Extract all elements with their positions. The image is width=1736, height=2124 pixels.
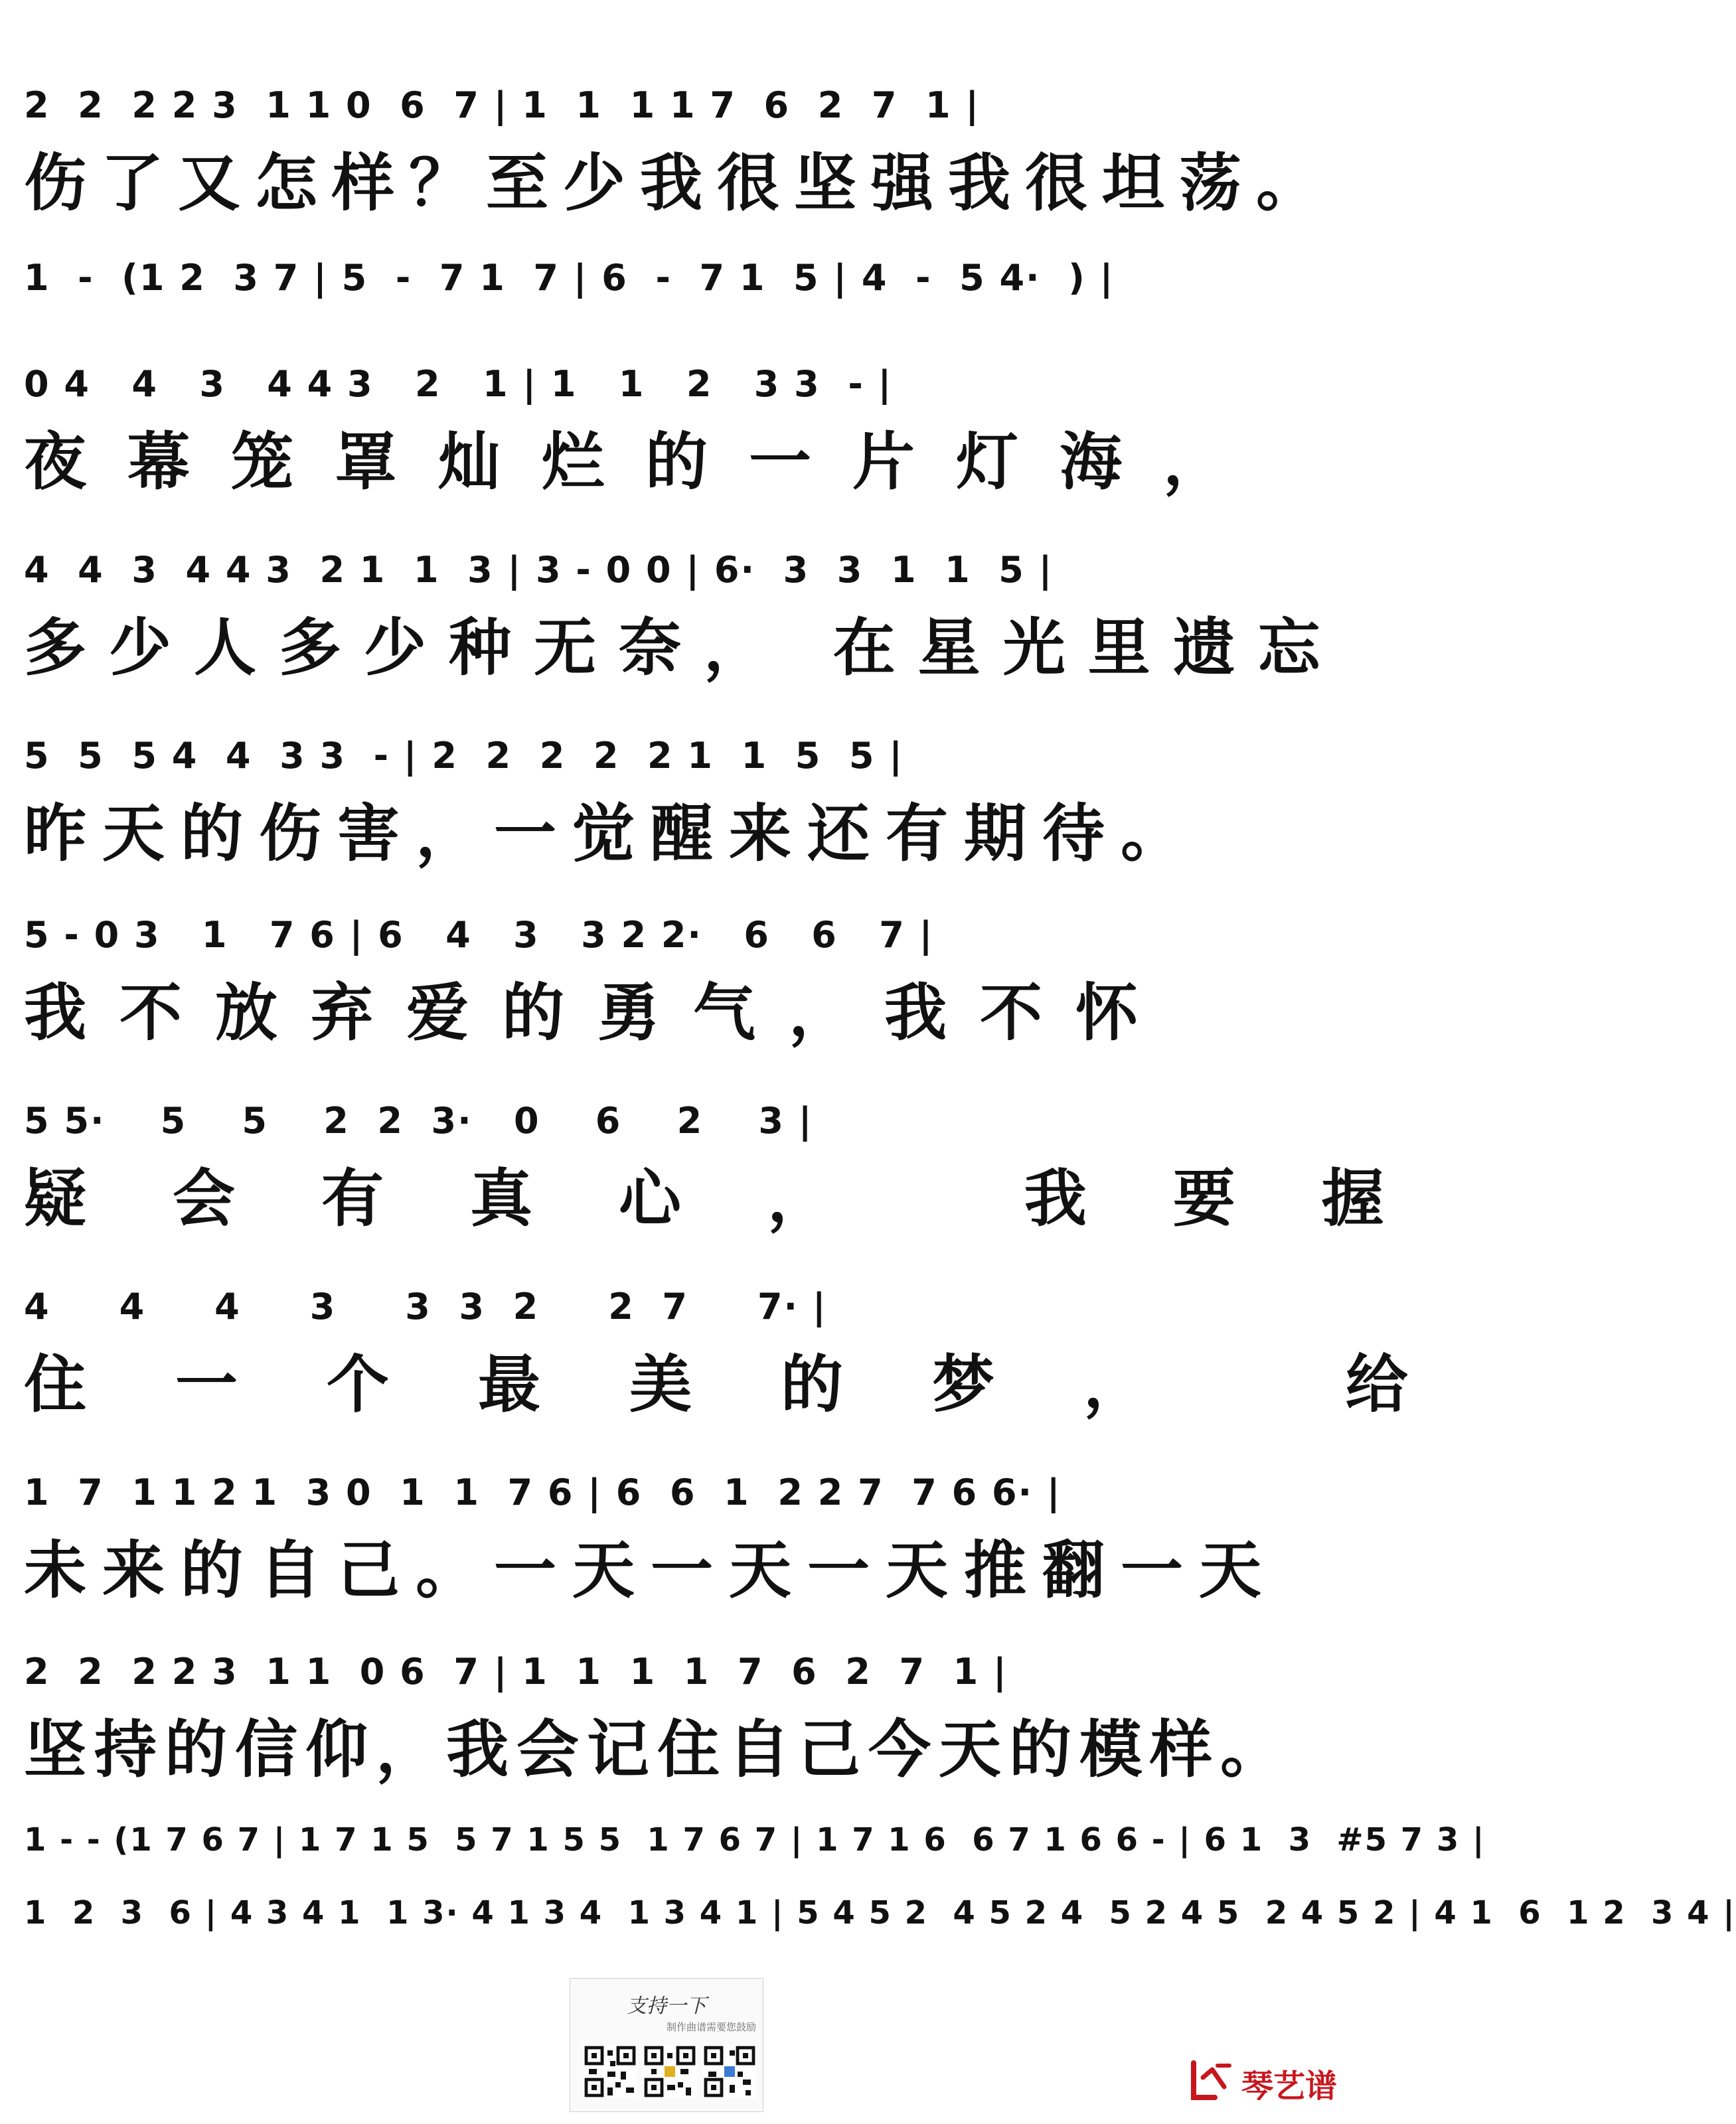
lyric-line: 伤了又怎样？至少我很坚强我很坦荡。 xyxy=(24,147,1334,220)
lyric-line: 未来的自己。一天一天一天推翻一天 xyxy=(24,1534,1278,1607)
notation-line: 5 5 5 4 4 3 3 - | 2 2 2 2 2 1 1 5 5 | xyxy=(24,735,904,777)
lyric-line: 昨天的伤害，一觉醒来还有期待。 xyxy=(24,797,1200,870)
support-card xyxy=(570,1978,763,2112)
qr-code-icon[interactable] xyxy=(584,2045,637,2098)
lyric-line: 住一个最美的梦， 给 xyxy=(24,1348,1497,1421)
qr-code-icon[interactable] xyxy=(703,2045,756,2098)
brand-name: 琴艺谱 xyxy=(1241,2068,1338,2105)
qr-code-icon[interactable] xyxy=(643,2045,696,2098)
lyric-line: 坚持的信仰，我会记住自己今天的模样。 xyxy=(24,1713,1291,1786)
support-subtitle: 制作曲谱需要您鼓励 xyxy=(666,2021,756,2033)
notation-line: 4 4 3 4 4 3 2 1 1 3 | 3 - 0 0 | 6· 3 3 1 1 5 | xyxy=(24,549,1054,591)
notation-line: 2 2 2 2 3 1 1 0 6 7 | 1 1 1 1 7 6 2 7 1 | xyxy=(24,84,981,126)
brand-logo-icon xyxy=(1188,2058,1235,2104)
notation-line: 1 - (1 2 3 7 | 5 - 7 1 7 | 6 - 7 1 5 | 4 - 5 4· ) | xyxy=(24,257,1115,299)
brand-logo[interactable] xyxy=(1188,2058,1381,2104)
notation-line: 1 7 1 1 2 1 3 0 1 1 7 6 | 6 6 1 2 2 7 7 6 6· | xyxy=(24,1472,1062,1513)
notation-line: 4 4 4 3 3 3 2 2 7 7· | xyxy=(24,1286,827,1328)
notation-line: 5 5· 5 5 2 2 3· 0 6 2 3 | xyxy=(24,1100,813,1142)
notation-line: 0 4 4 3 4 4 3 2 1 | 1 1 2 3 3 - | xyxy=(24,363,893,405)
lyric-line: 我不放弃爱的勇气，我不怀 xyxy=(24,976,1172,1049)
support-title: 支持一下 xyxy=(627,1995,706,2018)
lyric-line: 疑会有真心， 我要握 xyxy=(24,1162,1470,1235)
footer xyxy=(0,1978,1413,2124)
notation-line: 1 2 3 6 | 4 3 4 1 1 3· 4 1 3 4 1 3 4 1 | 5 4 5 2 4 5 2 4 5 2 4 5 2 4 5 2 | 4 1 6 1 2 3 4 | xyxy=(24,1894,1736,1932)
lyric-line: 夜幕笼罩灿烂的一片灯海， xyxy=(24,425,1267,498)
notation-line: 2 2 2 2 3 1 1 0 6 7 | 1 1 1 1 7 6 2 7 1 | xyxy=(24,1651,1008,1693)
notation-line: 1 - - (1 7 6 7 | 1 7 1 5 5 7 1 5 5 1 7 6 7 | 1 7 1 6 6 7 1 6 6 - | 6 1 3 #5 7 3 | xyxy=(24,1821,1486,1858)
lyric-line: 多少人多少种无奈， 在星光里遗忘 xyxy=(24,611,1343,684)
notation-line: 5 - 0 3 1 7 6 | 6 4 3 3 2 2· 6 6 7 | xyxy=(24,914,934,956)
